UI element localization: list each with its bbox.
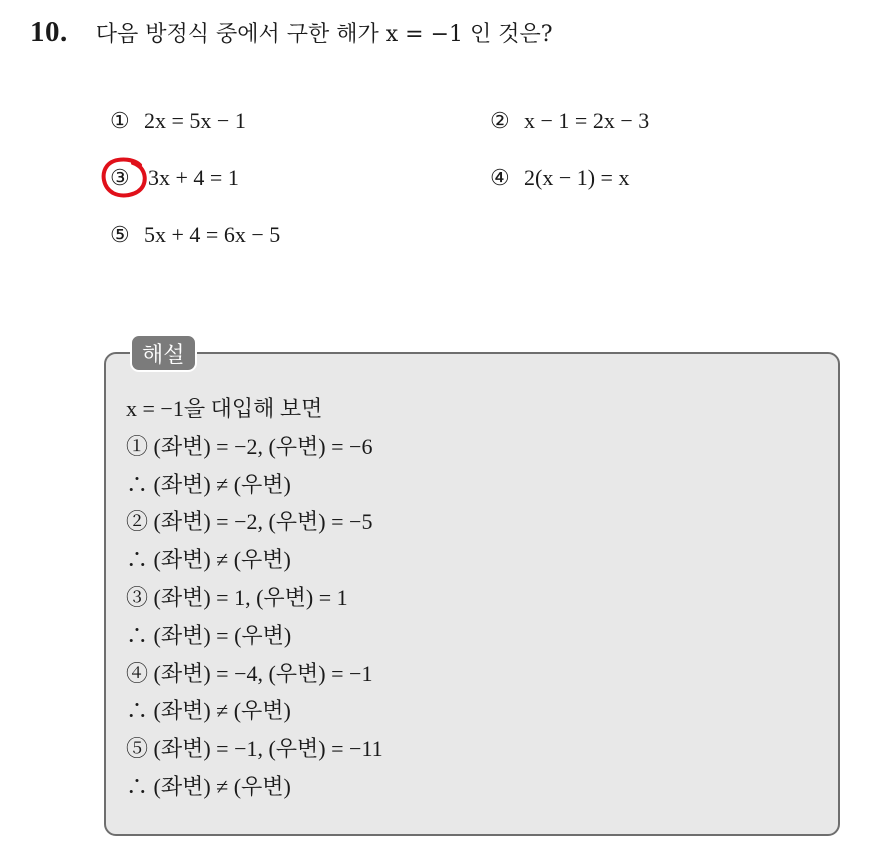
solution-line: ① (좌변) = −2, (우변) = −6 — [126, 433, 373, 459]
question-number: 10. — [30, 15, 68, 48]
choice-3[interactable] — [110, 161, 239, 195]
solution-line: ② (좌변) = −2, (우변) = −5 — [126, 509, 373, 535]
choice-mark: ② — [490, 108, 510, 134]
solution-line: ④ (좌변) = −4, (우변) = −1 — [126, 660, 373, 686]
solution-line: ∴ (좌변) ≠ (우변) — [126, 773, 291, 799]
solution-lines — [126, 390, 383, 806]
choice-expression: 5x + 4 = 6x − 5 — [144, 222, 281, 247]
solution-line: ∴ (좌변) ≠ (우변) — [126, 698, 291, 724]
solution-line: ∴ (좌변) = (우변) — [126, 622, 292, 648]
question-header — [30, 12, 553, 52]
choice-mark: ③ — [110, 165, 130, 191]
choice-expression: 2x = 5x − 1 — [144, 108, 246, 133]
choice-5[interactable] — [110, 218, 280, 252]
choice-4[interactable] — [490, 161, 629, 195]
solution-line: ∴ (좌변) ≠ (우변) — [126, 471, 291, 497]
choice-expression: 2(x − 1) = x — [524, 165, 630, 190]
choice-expression: 3x + 4 = 1 — [148, 165, 239, 190]
solution-line: x = −1을 대입해 보면 — [126, 396, 323, 421]
choice-1[interactable] — [110, 104, 246, 138]
solution-line: ③ (좌변) = 1, (우변) = 1 — [126, 584, 348, 610]
choice-expression: x − 1 = 2x − 3 — [524, 108, 650, 133]
choice-2[interactable] — [490, 104, 649, 138]
question-text: 다음 방정식 중에서 구한 해가 x = −1 인 것은? — [95, 21, 553, 47]
solution-line: ∴ (좌변) ≠ (우변) — [126, 547, 291, 573]
choice-mark: ④ — [490, 165, 510, 191]
choice-mark: ⑤ — [110, 222, 130, 248]
solution-line: ⑤ (좌변) = −1, (우변) = −11 — [126, 736, 383, 762]
solution-label: 해설 — [130, 334, 197, 372]
choice-mark: ① — [110, 108, 130, 134]
